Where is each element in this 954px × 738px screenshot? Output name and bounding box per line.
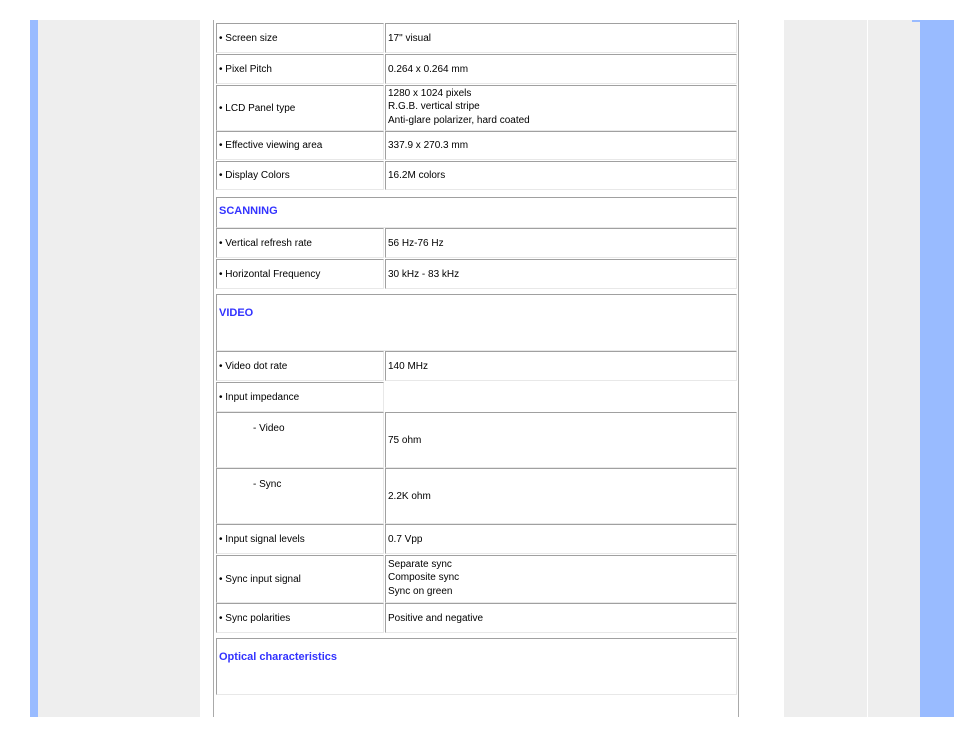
spec-label: • Input impedance [216,382,384,412]
spec-value: 16.2M colors [385,161,737,190]
left-gray-panel [38,20,200,717]
spec-label: • Video dot rate [216,351,384,381]
spec-value: 56 Hz-76 Hz [385,228,737,258]
spec-label: • Effective viewing area [216,131,384,160]
spec-value-line: R.G.B. vertical stripe [388,100,480,112]
spec-value: 2.2K ohm [385,468,737,524]
spec-label: • Pixel Pitch [216,54,384,84]
spec-value [385,85,737,131]
spec-value: 0.7 Vpp [385,524,737,554]
spec-value: 17" visual [385,23,737,53]
spec-label: • Display Colors [216,161,384,190]
spec-value-line: Separate sync [388,559,452,571]
section-header-scanning [216,197,737,228]
spec-row-vertical-refresh [216,228,737,258]
spec-row-input-impedance [216,382,737,412]
spec-row-screen-size [216,23,737,53]
spec-row-impedance-video [216,412,737,468]
spec-value-line: Sync on green [388,586,453,598]
section-title: VIDEO [216,294,737,351]
content-left-rule [213,20,214,717]
spec-label: • Screen size [216,23,384,53]
section-title: Optical characteristics [216,638,737,695]
left-margin-bar [30,20,38,717]
spec-label: - Sync [216,468,384,524]
spec-label: • LCD Panel type [216,85,384,131]
spec-value: 140 MHz [385,351,737,381]
spec-label: • Sync input signal [216,555,384,603]
spec-label: - Video [216,412,384,468]
spec-row-viewing-area [216,131,737,160]
spec-content [200,20,784,717]
spec-row-video-dot-rate [216,351,737,381]
spec-label: • Sync polarities [216,603,384,633]
spec-value: 337.9 x 270.3 mm [385,131,737,160]
spec-value-line: 1280 x 1024 pixels [388,88,472,100]
section-header-optical [216,638,737,695]
spec-value: 75 ohm [385,412,737,468]
section-header-video [216,294,737,351]
right-panel-divider [867,20,868,717]
right-margin-accent [912,20,920,22]
spec-label: • Horizontal Frequency [216,259,384,289]
spec-row-input-signal-levels [216,524,737,554]
content-right-rule [738,20,739,717]
spec-value: 0.264 x 0.264 mm [385,54,737,84]
spec-value [385,555,737,603]
right-gray-panel [784,20,920,717]
spec-value: 30 kHz - 83 kHz [385,259,737,289]
spec-row-display-colors [216,161,737,190]
spec-value-line: Composite sync [388,571,460,583]
right-margin-bar [920,20,954,717]
spec-label: • Vertical refresh rate [216,228,384,258]
spec-label: • Input signal levels [216,524,384,554]
section-title: SCANNING [216,197,737,228]
spec-row-lcd-panel [216,85,737,131]
spec-value: Positive and negative [385,603,737,633]
spec-row-sync-polarities [216,603,737,633]
spec-row-impedance-sync [216,468,737,524]
spec-value-line: Anti-glare polarizer, hard coated [388,115,530,127]
spec-row-pixel-pitch [216,54,737,84]
spec-row-horizontal-frequency [216,259,737,289]
spec-row-sync-input-signal [216,555,737,603]
